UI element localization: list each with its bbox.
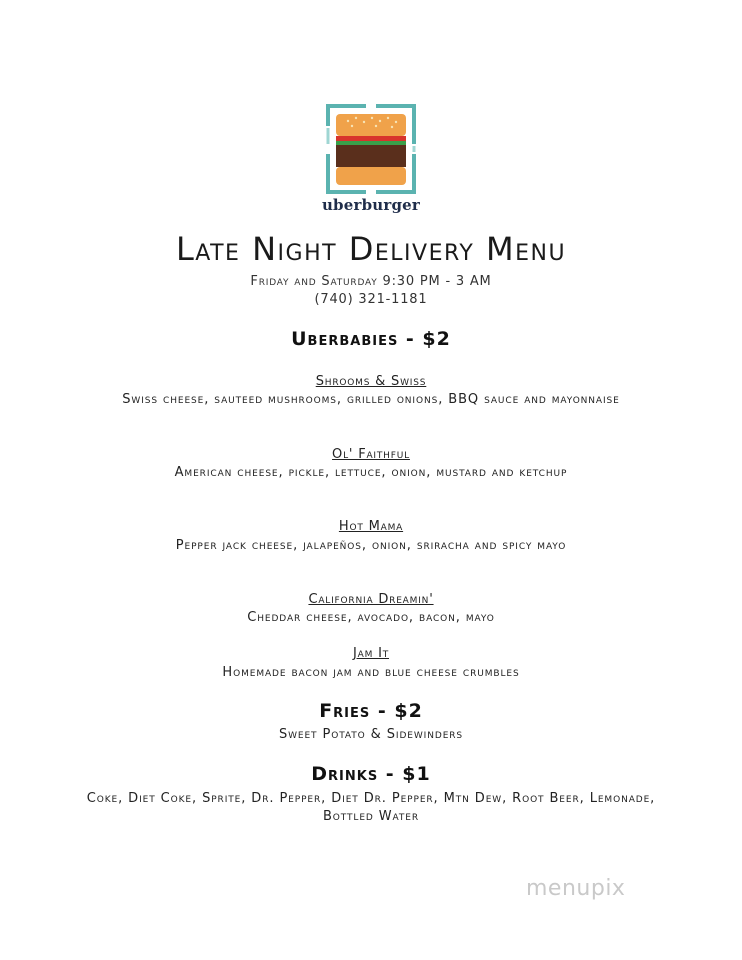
brand-name: uberburger xyxy=(321,196,421,214)
section-heading-fries: Fries - $2 xyxy=(319,700,423,722)
section-heading-uberbabies: Uberbabies - $2 xyxy=(291,328,451,350)
item-name: Ol' Faithful xyxy=(332,447,410,462)
fries-description: Sweet Potato & Sidewinders xyxy=(278,727,464,742)
item-description: American cheese, pickle, lettuce, onion, mustard and ketchup xyxy=(174,465,568,480)
item-description: Pepper jack cheese, jalapeños, onion, sriracha and spicy mayo xyxy=(175,538,567,553)
watermark-text: menupix xyxy=(526,876,626,901)
item-description: Swiss cheese, sauteed mushrooms, grilled onions, BBQ sauce and mayonnaise xyxy=(122,392,620,407)
section-heading-drinks: Drinks - $1 xyxy=(311,763,431,785)
item-name: Hot Mama xyxy=(338,519,404,534)
delivery-hours: Friday and Saturday 9:30 PM - 3 AM xyxy=(250,274,492,289)
item-name: Jam It xyxy=(352,646,390,661)
item-description: Homemade bacon jam and blue cheese crumbles xyxy=(222,665,520,680)
phone-number[interactable]: (740) 321-1181 xyxy=(314,292,428,307)
item-name: California Dreamin' xyxy=(308,592,434,607)
burger-logo-icon xyxy=(326,104,416,194)
item-description: Cheddar cheese, avocado, bacon, mayo xyxy=(247,610,495,625)
drinks-description: Coke, Diet Coke, Sprite, Dr. Pepper, Diet Dr. Pepper, Mtn Dew, Root Beer, Lemonade, Bottled Water xyxy=(86,791,656,824)
page-title: Late Night Delivery Menu xyxy=(175,230,567,268)
item-name: Shrooms & Swiss xyxy=(315,374,427,389)
